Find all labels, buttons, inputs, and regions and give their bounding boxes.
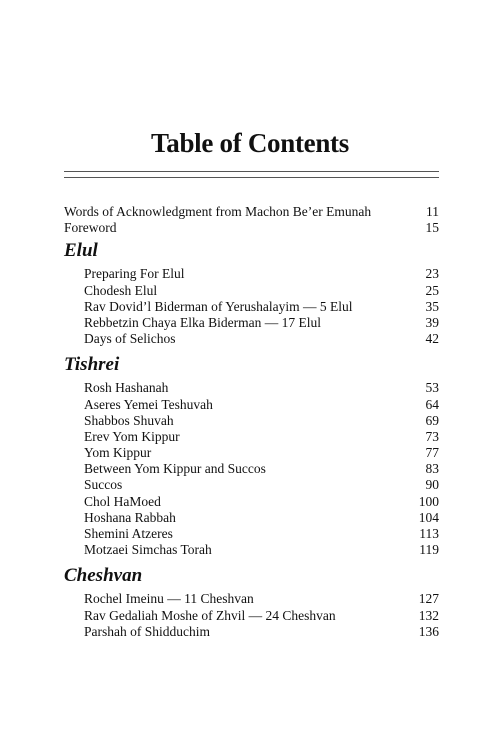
toc-entry-page: 15 xyxy=(425,220,439,236)
toc-entry-page: 119 xyxy=(419,542,439,558)
section-heading-cheshvan: Cheshvan xyxy=(64,565,143,587)
page-title: Table of Contents xyxy=(151,128,349,158)
toc-entry-page: 69 xyxy=(425,412,439,428)
toc-entry[interactable] xyxy=(64,397,439,413)
toc-entry-page: 90 xyxy=(425,477,439,493)
toc-entry-page: 113 xyxy=(419,526,439,541)
title-rule-top xyxy=(64,171,439,172)
toc-entry-page: 35 xyxy=(425,298,439,314)
toc-entry[interactable] xyxy=(64,380,439,396)
toc-entry-label: Motzaei Simchas Torah xyxy=(84,542,212,558)
toc-entry[interactable] xyxy=(64,526,439,542)
title-rule-bottom xyxy=(64,177,439,178)
toc-entry-page: 25 xyxy=(425,282,439,298)
toc-entry[interactable] xyxy=(64,624,439,640)
toc-entry[interactable] xyxy=(64,331,439,347)
toc-entry-label: Chol HaMoed xyxy=(84,493,161,509)
toc-entry-page: 11 xyxy=(426,204,439,219)
toc-entry-page: 64 xyxy=(425,396,439,412)
toc-entry-page: 104 xyxy=(418,509,439,525)
toc-entry[interactable] xyxy=(64,204,439,220)
toc-entry-page: 53 xyxy=(425,380,439,396)
toc-entry[interactable] xyxy=(64,461,439,477)
toc-entry-label: Erev Yom Kippur xyxy=(84,428,180,444)
toc-entry-label: Days of Selichos xyxy=(84,331,176,347)
toc-entry-label: Rebbetzin Chaya Elka Biderman — 17 Elul xyxy=(84,314,321,330)
toc-entry-label: Shabbos Shuvah xyxy=(84,412,174,428)
toc-entry[interactable] xyxy=(64,429,439,445)
toc-entry-label: Words of Acknowledgment from Machon Be’er Emunah xyxy=(64,204,372,219)
toc-entry[interactable] xyxy=(64,220,439,236)
toc-entry-page: 39 xyxy=(425,314,439,330)
toc-entry-label: Yom Kippur xyxy=(84,445,152,461)
toc-entry-label: Shemini Atzeres xyxy=(84,526,173,541)
toc-entry-page: 77 xyxy=(425,445,439,461)
toc-entry-page: 100 xyxy=(418,493,439,509)
toc-entry[interactable] xyxy=(64,510,439,526)
toc-entry-page: 42 xyxy=(425,331,439,347)
toc-entry-label: Parshah of Shidduchim xyxy=(84,623,210,639)
toc-entry-label: Rav Gedaliah Moshe of Zhvil — 24 Cheshvan xyxy=(84,607,336,623)
toc-entry[interactable] xyxy=(64,266,439,282)
toc-entry[interactable] xyxy=(64,591,439,607)
toc-entry[interactable] xyxy=(64,608,439,624)
toc-entry-page: 23 xyxy=(425,266,439,282)
section-heading-elul: Elul xyxy=(64,240,98,262)
toc-entry-page: 136 xyxy=(418,623,439,639)
toc-entry-label: Preparing For Elul xyxy=(84,266,185,282)
toc-entry-label: Hoshana Rabbah xyxy=(84,509,176,525)
toc-entry[interactable] xyxy=(64,542,439,558)
toc-entry[interactable] xyxy=(64,315,439,331)
section-heading-tishrei: Tishrei xyxy=(64,354,120,376)
toc-entry[interactable] xyxy=(64,413,439,429)
toc-entry-page: 73 xyxy=(425,428,439,444)
toc-entry-label: Aseres Yemei Teshuvah xyxy=(84,396,213,412)
toc-entry-page: 127 xyxy=(418,591,439,607)
toc-entry[interactable] xyxy=(64,477,439,493)
toc-entry-page: 83 xyxy=(425,461,439,477)
toc-entry-page: 132 xyxy=(418,607,439,623)
toc-entry[interactable] xyxy=(64,283,439,299)
toc-entry-label: Rav Dovid’l Biderman of Yerushalayim — 5 Elul xyxy=(84,298,353,314)
toc-entry[interactable] xyxy=(64,494,439,510)
toc-list xyxy=(64,204,439,640)
toc-entry-label: Succos xyxy=(84,477,123,493)
toc-entry-label: Chodesh Elul xyxy=(84,282,158,298)
toc-entry-label: Foreword xyxy=(64,220,117,236)
toc-entry-label: Rosh Hashanah xyxy=(84,380,169,396)
toc-entry[interactable] xyxy=(64,299,439,315)
toc-entry-label: Rochel Imeinu — 11 Cheshvan xyxy=(84,591,254,607)
toc-entry-label: Between Yom Kippur and Succos xyxy=(84,461,266,477)
toc-entry[interactable] xyxy=(64,445,439,461)
